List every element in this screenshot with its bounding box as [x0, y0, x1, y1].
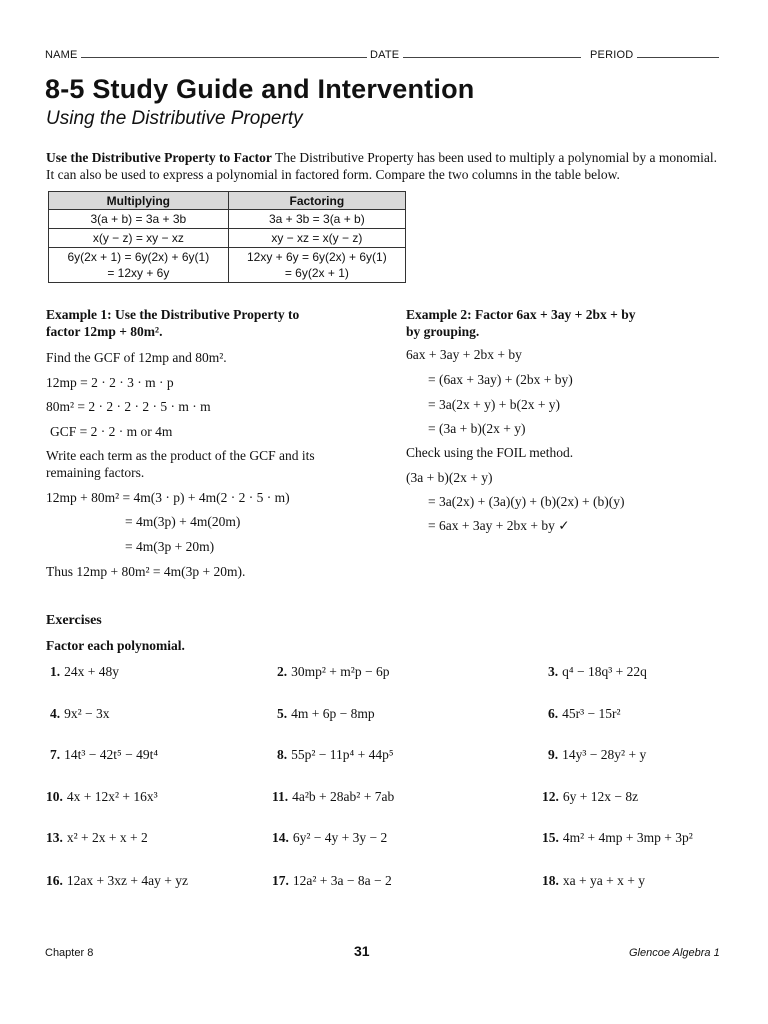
table-cell: 3a + 3b = 3(a + b) — [228, 210, 405, 229]
exercise-item: 17. 12a² + 3a − 8a − 2 — [272, 873, 392, 888]
exercise-item: 9. 14y³ − 28y² + y — [548, 747, 647, 762]
exercise-item: 7. 14t³ − 42t⁵ − 49t⁴ — [50, 747, 159, 762]
table-cell: x(y − z) = xy − xz — [49, 229, 229, 248]
intro-paragraph — [46, 149, 726, 183]
example1-line: = 4m(3p) + 4m(20m) — [125, 514, 241, 529]
example2-title: Example 2: Factor 6ax + 3ay + 2bx + by by grouping. — [406, 307, 636, 339]
exercise-item: 2. 30mp² + m²p − 6p — [277, 664, 390, 679]
page-number: 31 — [354, 943, 370, 959]
example2-line: = 3a(2x) + (3a)(y) + (b)(2x) + (b)(y) — [428, 494, 625, 509]
page-subtitle: Using the Distributive Property — [46, 108, 303, 129]
example2-line: = 6ax + 3ay + 2bx + by ✓ — [428, 518, 570, 533]
intro-text: The Distributive Property has been used to multiply a polynomial by a monomial. It can also be used to express a polynomial in factored form. Compare the two columns in the table below. — [46, 150, 718, 182]
table-cell: xy − xz = x(y − z) — [228, 229, 405, 248]
exercise-item: 1. 24x + 48y — [50, 664, 119, 679]
example2-line: = 3a(2x + y) + b(2x + y) — [428, 397, 561, 412]
table-cell: 12xy + 6y = 6y(2x) + 6y(1) = 6y(2x + 1) — [228, 248, 405, 283]
name-blank[interactable] — [81, 46, 367, 58]
table-header-factoring: Factoring — [228, 192, 405, 210]
exercise-item: 12. 6y + 12x − 8z — [542, 789, 639, 804]
table-cell: 6y(2x + 1) = 6y(2x) + 6y(1) = 12xy + 6y — [49, 248, 229, 283]
example2-line: = (3a + b)(2x + y) — [428, 421, 526, 436]
exercise-item: 4. 9x² − 3x — [50, 706, 110, 721]
example1-line: 80m² = 2 · 2 · 2 · 2 · 5 · m · m — [46, 399, 211, 414]
example2-line: (3a + b)(2x + y) — [406, 470, 493, 485]
exercise-item: 16. 12ax + 3xz + 4ay + yz — [46, 873, 188, 888]
example1-line: Thus 12mp + 80m² = 4m(3p + 20m). — [46, 564, 246, 579]
period-field-label: PERIOD — [590, 46, 719, 61]
example1-line: 12mp = 2 · 2 · 3 · m · p — [46, 375, 174, 390]
example1-line: 12mp + 80m² = 4m(3 · p) + 4m(2 · 2 · 5 · m) — [46, 490, 290, 505]
example1-line: Find the GCF of 12mp and 80m². — [46, 350, 227, 365]
example2-line: 6ax + 3ay + 2bx + by — [406, 347, 522, 362]
example2-line: Check using the FOIL method. — [406, 445, 574, 460]
exercise-item: 10. 4x + 12x² + 16x³ — [46, 789, 158, 804]
exercise-item: 8. 55p² − 11p⁴ + 44p⁵ — [277, 747, 394, 762]
footer-chapter: Chapter 8 — [45, 947, 94, 959]
exercise-item: 18. xa + ya + x + y — [542, 873, 645, 888]
name-field-label: NAME — [45, 46, 367, 61]
period-blank[interactable] — [637, 46, 719, 58]
example1-line: GCF = 2 · 2 · m or 4m — [50, 424, 173, 439]
exercise-item: 3. q⁴ − 18q³ + 22q — [548, 664, 647, 679]
exercise-item: 15. 4m² + 4mp + 3mp + 3p² — [542, 830, 693, 845]
exercise-item: 14. 6y² − 4y + 3y − 2 — [272, 830, 388, 845]
example1-line: Write each term as the product of the GCF and its — [46, 448, 315, 463]
example1-line: = 4m(3p + 20m) — [125, 539, 215, 554]
exercises-heading: Exercises — [46, 613, 102, 628]
table-cell: 3(a + b) = 3a + 3b — [49, 210, 229, 229]
exercises-instruction: Factor each polynomial. — [46, 638, 185, 653]
intro-lead: Use the Distributive Property to Factor — [46, 150, 272, 165]
example1-title: Example 1: Use the Distributive Property to factor 12mp + 80m². — [46, 307, 300, 339]
date-blank[interactable] — [403, 46, 581, 58]
exercise-item: 6. 45r³ − 15r² — [548, 706, 621, 721]
example2-line: = (6ax + 3ay) + (2bx + by) — [428, 372, 573, 387]
example1-line: remaining factors. — [46, 465, 145, 480]
table-header-multiplying: Multiplying — [49, 192, 229, 210]
comparison-table — [48, 191, 406, 283]
date-field-label: DATE — [370, 46, 581, 61]
page-title: 8-5 Study Guide and Intervention — [45, 74, 475, 104]
exercise-item: 5. 4m + 6p − 8mp — [277, 706, 375, 721]
footer-book: Glencoe Algebra 1 — [629, 947, 720, 959]
exercise-item: 13. x² + 2x + x + 2 — [46, 830, 148, 845]
exercise-item: 11. 4a²b + 28ab² + 7ab — [272, 789, 395, 804]
